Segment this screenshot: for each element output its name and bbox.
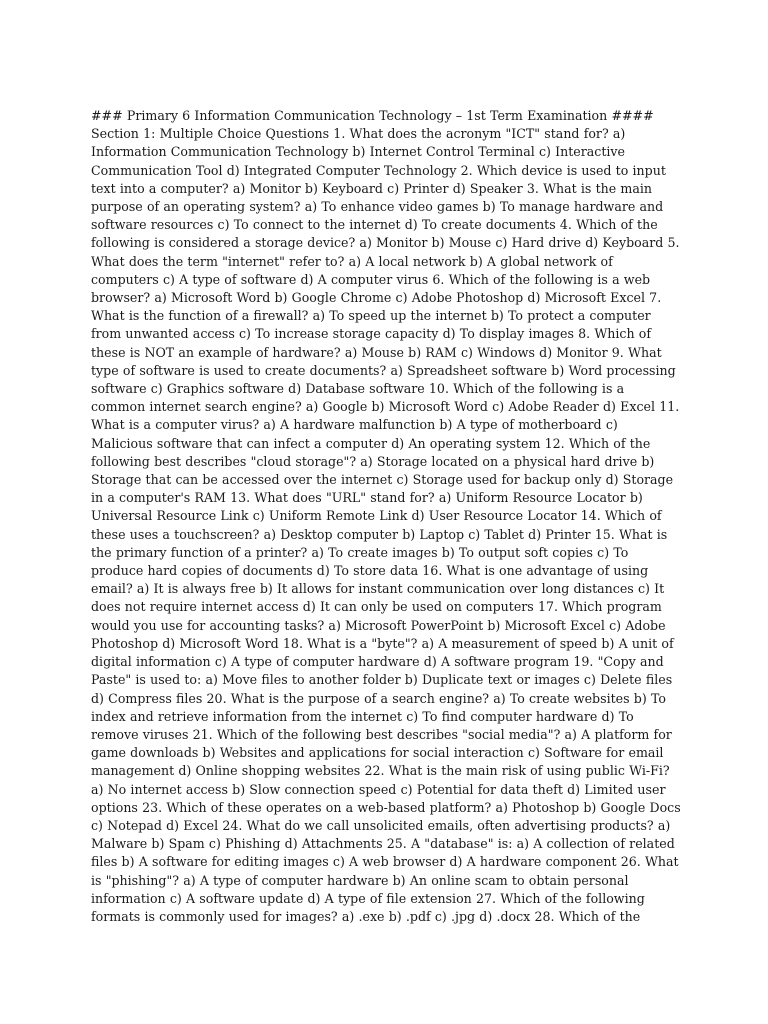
document-body-text: ### Primary 6 Information Communication Technology – 1st Term Examination #### Section 1: Multiple Choice Questions 1. What does the acronym "ICT" stand for? a) Information Communication Technology b) Internet Control Terminal c) Interactive Communication Tool d) Integrated Computer Technology 2. Which device is used to input text into a computer? a) Monitor b) Keyboard c) Printer d) Speaker 3. What is the main purpose of an operating system? a) To enhance video games b) To manage hardware and software resources c) To connect to the internet d) To create documents 4. Which of the following is considered a storage device? a) Monitor b) Mouse c) Hard drive d) Keyboard 5. What does the term "internet" refer to? a) A local network b) A global network of computers c) A type of software d) A computer virus 6. Which of the following is a web browser? a) Microsoft Word b) Google Chrome c) Adobe Photoshop d) Microsoft Excel 7. What is the function of a firewall? a) To speed up the internet b) To protect a computer from unwanted access c) To increase storage capacity d) To display images 8. Which of these is NOT an example of hardware? a) Mouse b) RAM c) Windows d) Monitor 9. What type of software is used to create documents? a) Spreadsheet software b) Word processing software c) Graphics software d) Database software 10. Which of the following is a common internet search engine? a) Google b) Microsoft Word c) Adobe Reader d) Excel 11. What is a computer virus? a) A hardware malfunction b) A type of motherboard c) Malicious software that can infect a computer d) An operating system 12. Which of the following best describes "cloud storage"? a) Storage located on a physical hard drive b) Storage that can be accessed over the internet c) Storage used for backup only d) Storage in a computer's RAM 13. What does "URL" stand for? a) Uniform Resource Locator b) Universal Resource Link c) Uniform Remote Link d) User Resource Locator 14. Which of these uses a touchscreen? a) Desktop computer b) Laptop c) Tablet d) Printer 15. What is the primary function of a printer? a) To create images b) To output soft copies c) To produce hard copies of documents d) To store data 16. What is one advantage of using email? a) It is always free b) It allows for instant communication over long distances c) It does not require internet access d) It can only be used on computers 17. Which program would you use for accounting tasks? a) Microsoft PowerPoint b) Microsoft Excel c) Adobe Photoshop d) Microsoft Word 18. What is a "byte"? a) A measurement of speed b) A unit of digital information c) A type of computer hardware d) A software program 19. "Copy and Paste" is used to: a) Move files to another folder b) Duplicate text or images c) Delete files d) Compress files 20. What is the purpose of a search engine? a) To create websites b) To index and retrieve information from the internet c) To find computer hardware d) To remove viruses 21. Which of the following best describes "social media"? a) A platform for game downloads b) Websites and applications for social interaction c) Software for email management d) Online shopping websites 22. What is the main risk of using public Wi-Fi? a) No internet access b) Slow connection speed c) Potential for data theft d) Limited user options 23. Which of these operates on a web-based platform? a) Photoshop b) Google Docs c) Notepad d) Excel 24. What do we call unsolicited emails, often advertising products? a) Malware b) Spam c) Phishing d) Attachments 25. A "database" is: a) A collection of related files b) A software for editing images c) A web browser d) A hardware component 26. What is "phishing"? a) A type of computer hardware b) An online scam to obtain personal information c) A software update d) A type of file extension 27. Which of the following formats is commonly used for images? a) .exe b) .pdf c) .jpg d) .docx 28. Which of the: [91, 108, 681, 924]
